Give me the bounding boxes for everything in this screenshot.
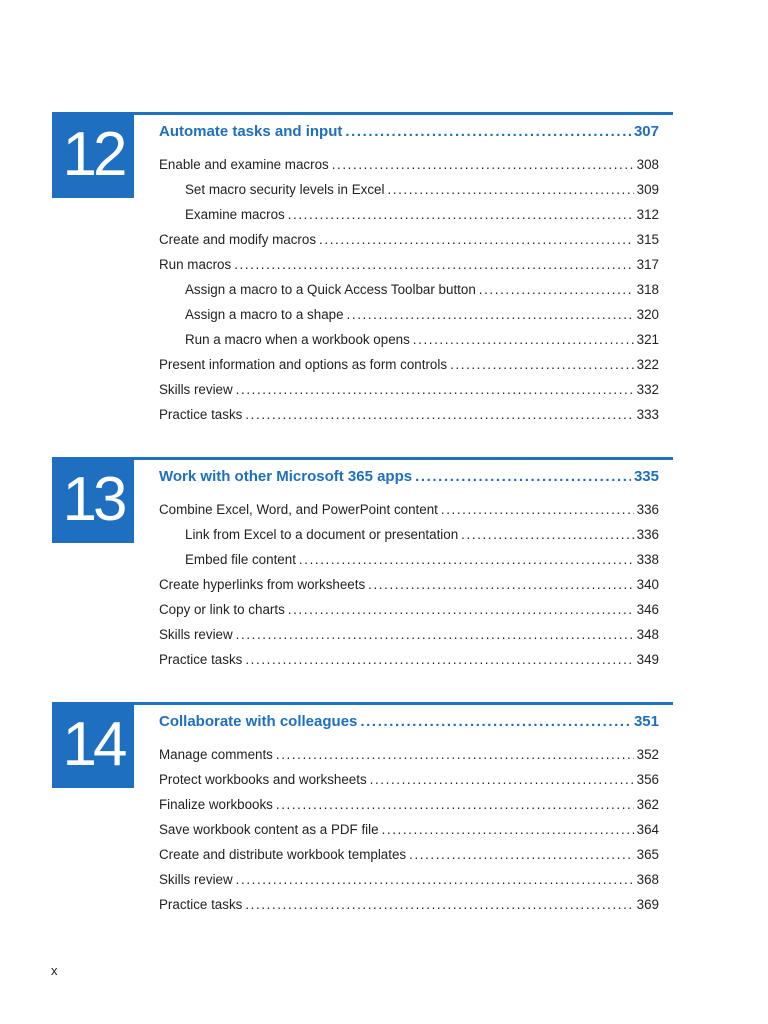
toc-entry[interactable] — [159, 572, 659, 597]
leader-dots — [370, 772, 634, 787]
chapter-title-page: 335 — [633, 468, 659, 485]
toc-entry-label: Finalize workbooks — [159, 797, 273, 812]
toc-entry-label: Combine Excel, Word, and PowerPoint content — [159, 502, 438, 517]
leader-dots — [245, 897, 633, 912]
toc-entry-label: Skills review — [159, 382, 233, 397]
leader-dots — [387, 182, 633, 197]
toc-entry-page: 315 — [636, 232, 659, 247]
toc-entry-label: Skills review — [159, 627, 233, 642]
leader-dots — [368, 577, 634, 592]
toc-entry-label: Present information and options as form controls — [159, 357, 448, 372]
chapter-title-page: 351 — [633, 713, 659, 730]
chapter-rule — [52, 457, 673, 460]
leader-dots — [319, 232, 634, 247]
toc-entry-page: 308 — [636, 157, 659, 172]
leader-dots — [236, 382, 634, 397]
leader-dots — [461, 527, 633, 542]
toc-entry[interactable] — [159, 767, 659, 792]
leader-dots — [288, 602, 634, 617]
toc-entry[interactable] — [159, 792, 659, 817]
toc-entry-page: 336 — [636, 527, 659, 542]
toc-entry-page: 369 — [636, 897, 659, 912]
toc-entry-page: 312 — [636, 207, 659, 222]
chapter-rule — [52, 702, 673, 705]
leader-dots — [413, 332, 634, 347]
toc-entry-label: Manage comments — [159, 747, 273, 762]
leader-dots — [288, 207, 634, 222]
page-number: x — [51, 963, 58, 978]
toc-entry-page: 309 — [636, 182, 659, 197]
toc-entry[interactable] — [159, 867, 659, 892]
toc-entry-page: 340 — [636, 577, 659, 592]
toc-entry[interactable] — [159, 352, 659, 377]
chapter-title: Automate tasks and input — [159, 123, 343, 140]
toc-entry-page: 321 — [636, 332, 659, 347]
toc-entries — [159, 497, 659, 672]
leader-dots — [479, 282, 634, 297]
leader-dots — [360, 713, 631, 730]
toc-entry[interactable] — [159, 402, 659, 427]
toc-entries — [159, 152, 659, 427]
toc-entry-page: 333 — [636, 407, 659, 422]
toc-entry-page: 356 — [636, 772, 659, 787]
toc-entry-page: 338 — [636, 552, 659, 567]
toc-entry-page: 348 — [636, 627, 659, 642]
chapter-title-link[interactable] — [159, 713, 659, 737]
toc-entry-label: Skills review — [159, 872, 233, 887]
chapter-number-box: 13 — [52, 457, 134, 543]
toc-entry-label: Assign a macro to a Quick Access Toolbar button — [185, 282, 476, 297]
toc-entry[interactable] — [159, 892, 659, 917]
toc-entry-page: 336 — [636, 502, 659, 517]
toc-entry-label: Create and distribute workbook templates — [159, 847, 407, 862]
toc-entry-label: Save workbook content as a PDF file — [159, 822, 379, 837]
leader-dots — [441, 502, 634, 517]
leader-dots — [450, 357, 634, 372]
leader-dots — [276, 797, 634, 812]
leader-dots — [276, 747, 634, 762]
toc-subentry[interactable] — [159, 202, 659, 227]
toc-entry-page: 318 — [636, 282, 659, 297]
toc-entry[interactable] — [159, 252, 659, 277]
chapter-title-link[interactable] — [159, 123, 659, 147]
toc-entry-page: 332 — [636, 382, 659, 397]
toc-entry-label: Copy or link to charts — [159, 602, 285, 617]
toc-entry-label: Examine macros — [185, 207, 285, 222]
chapter-title: Work with other Microsoft 365 apps — [159, 468, 413, 485]
toc-entry[interactable] — [159, 497, 659, 522]
leader-dots — [415, 468, 631, 485]
toc-entry-label: Run macros — [159, 257, 232, 272]
toc-subentry[interactable] — [159, 327, 659, 352]
toc-entry-label: Set macro security levels in Excel — [185, 182, 385, 197]
toc-subentry[interactable] — [159, 547, 659, 572]
toc-entry[interactable] — [159, 842, 659, 867]
chapter-title-page: 307 — [633, 123, 659, 140]
toc-entry-page: 365 — [636, 847, 659, 862]
toc-entry-label: Protect workbooks and worksheets — [159, 772, 367, 787]
toc-entry-label: Create hyperlinks from worksheets — [159, 577, 366, 592]
toc-entry-page: 352 — [636, 747, 659, 762]
toc-entry-page: 320 — [636, 307, 659, 322]
leader-dots — [245, 652, 633, 667]
leader-dots — [345, 123, 631, 140]
toc-entry-label: Enable and examine macros — [159, 157, 329, 172]
toc-entry[interactable] — [159, 377, 659, 402]
toc-entry[interactable] — [159, 152, 659, 177]
toc-entry-page: 364 — [636, 822, 659, 837]
toc-entry-page: 322 — [636, 357, 659, 372]
toc-subentry[interactable] — [159, 277, 659, 302]
chapter-number-box: 12 — [52, 112, 134, 198]
toc-entry[interactable] — [159, 742, 659, 767]
toc-entry-page: 317 — [636, 257, 659, 272]
toc-entry-page: 349 — [636, 652, 659, 667]
toc-subentry[interactable] — [159, 302, 659, 327]
toc-entry[interactable] — [159, 817, 659, 842]
chapter-title: Collaborate with colleagues — [159, 713, 358, 730]
toc-entry-label: Practice tasks — [159, 407, 243, 422]
leader-dots — [234, 257, 633, 272]
chapter-rule — [52, 112, 673, 115]
toc-entry-label: Run a macro when a workbook opens — [185, 332, 410, 347]
chapter-number-box: 14 — [52, 702, 134, 788]
chapter-title-link[interactable] — [159, 468, 659, 492]
toc-entry-label: Link from Excel to a document or presentation — [185, 527, 459, 542]
toc-entry-page: 346 — [636, 602, 659, 617]
toc-entry-label: Practice tasks — [159, 897, 243, 912]
leader-dots — [236, 872, 634, 887]
toc-entry-page: 362 — [636, 797, 659, 812]
toc-subentry[interactable] — [159, 177, 659, 202]
leader-dots — [332, 157, 634, 172]
toc-entry-label: Embed file content — [185, 552, 296, 567]
toc-entry[interactable] — [159, 597, 659, 622]
toc-entry-label: Practice tasks — [159, 652, 243, 667]
toc-entry-label: Assign a macro to a shape — [185, 307, 344, 322]
leader-dots — [409, 847, 634, 862]
toc-entry-label: Create and modify macros — [159, 232, 317, 247]
toc-entry[interactable] — [159, 227, 659, 252]
toc-entry-page: 368 — [636, 872, 659, 887]
toc-subentry[interactable] — [159, 522, 659, 547]
leader-dots — [245, 407, 633, 422]
leader-dots — [347, 307, 634, 322]
leader-dots — [236, 627, 634, 642]
toc-entry[interactable] — [159, 647, 659, 672]
leader-dots — [299, 552, 634, 567]
toc-entry[interactable] — [159, 622, 659, 647]
toc-entries — [159, 742, 659, 917]
leader-dots — [382, 822, 634, 837]
